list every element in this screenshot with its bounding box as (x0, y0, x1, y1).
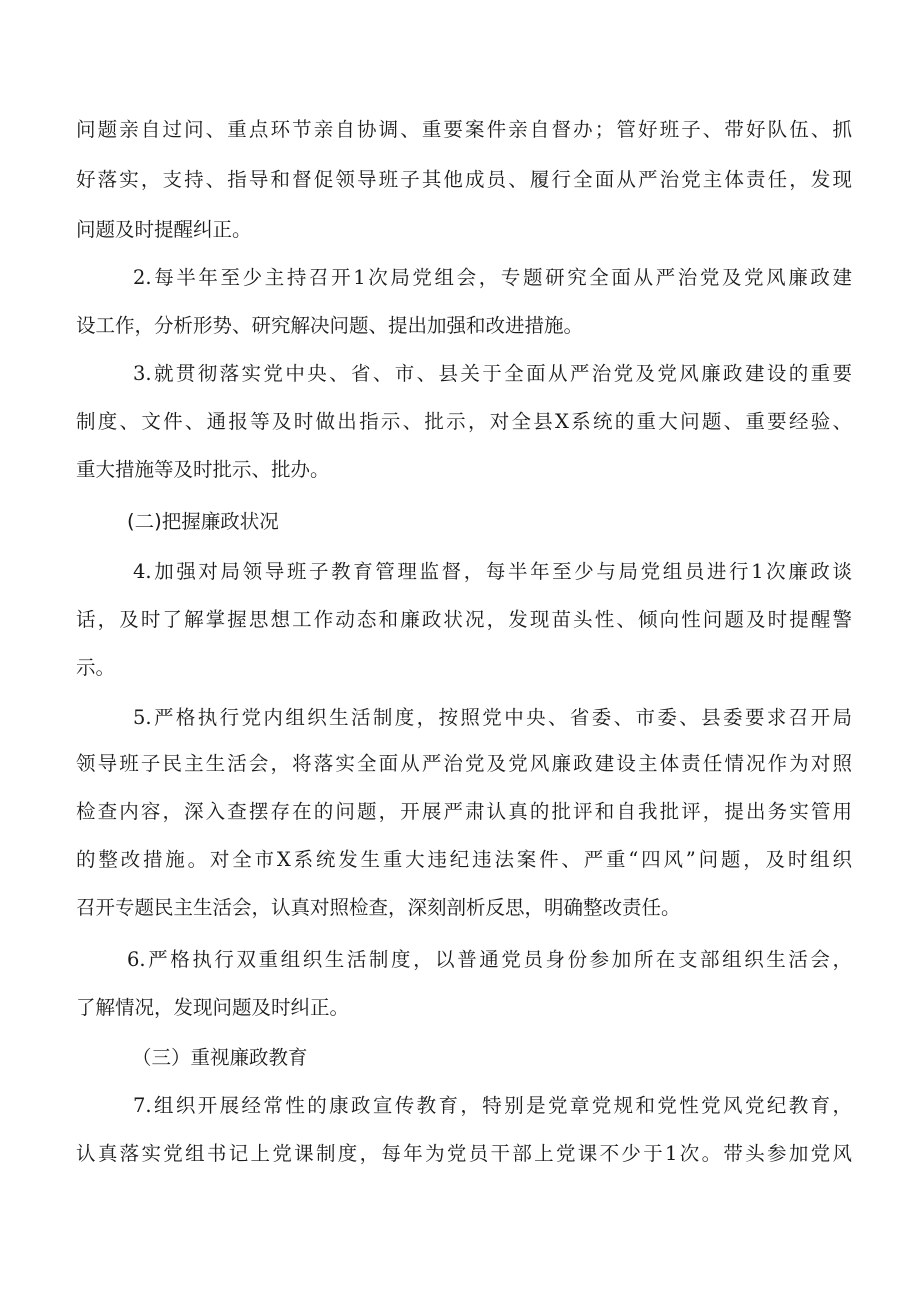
body-line: 问题亲自过问、重点环节亲自协调、重要案件亲自督办；管好班子、带好队伍、抓 (76, 118, 852, 141)
list-item-4-line: 示。 (76, 656, 116, 679)
list-item-7-line: 认真落实党组书记上党课制度，每年为党员干部上党课不少于1次。带头参加党风 (76, 1142, 852, 1165)
list-item-3-line: 3.就贯彻落实党中央、省、市、县关于全面从严治党及党风廉政建设的重要 (133, 362, 852, 385)
list-item-5-line: 5.严格执行党内组织生活制度，按照党中央、省委、市委、县委要求召开局 (133, 706, 852, 729)
list-item-5-line: 召开专题民主生活会，认真对照检查，深刻剖析反思，明确整改责任。 (76, 896, 681, 919)
section-heading-3: （三）重视廉政教育 (132, 1046, 308, 1069)
section-heading-2: (二)把握廉政状况 (127, 510, 279, 533)
list-item-3-line: 制度、文件、通报等及时做出指示、批示，对全县X系统的重大问题、重要经验、 (76, 410, 852, 433)
list-item-5-line: 检查内容，深入查摆存在的问题，开展严肃认真的批评和自我批评，提出务实管用 (76, 800, 852, 823)
body-line: 好落实，支持、指导和督促领导班子其他成员、履行全面从严治党主体责任，发现 (76, 168, 852, 191)
list-item-4-line: 话，及时了解掌握思想工作动态和廉政状况，发现苗头性、倾向性问题及时提醒警 (76, 608, 852, 631)
list-item-6-line: 了解情况，发现问题及时纠正。 (76, 996, 350, 1019)
list-item-7-line: 7.组织开展经常性的康政宣传教育，特别是党章党规和党性党风党纪教育， (133, 1094, 852, 1117)
list-item-5-line: 的整改措施。对全市X系统发生重大违纪违法案件、严重“四风”问题，及时组织 (76, 848, 852, 871)
list-item-5-line: 领导班子民主生活会，将落实全面从严治党及党风廉政建设主体责任情况作为对照 (76, 752, 852, 775)
list-item-4-line: 4.加强对局领导班子教育管理监督，每半年至少与局党组员进行1次廉政谈 (133, 560, 852, 583)
list-item-2-line: 设工作，分析形势、研究解决问题、提出加强和改进措施。 (76, 314, 584, 337)
list-item-6-line: 6.严格执行双重组织生活制度，以普通党员身份参加所在支部组织生活会， (127, 948, 852, 971)
list-item-2-line: 2.每半年至少主持召开1次局党组会，专题研究全面从严治党及党风廉政建 (133, 266, 852, 289)
list-item-3-line: 重大措施等及时批示、批办。 (76, 458, 330, 481)
body-line: 问题及时提醒纠正。 (76, 218, 252, 241)
